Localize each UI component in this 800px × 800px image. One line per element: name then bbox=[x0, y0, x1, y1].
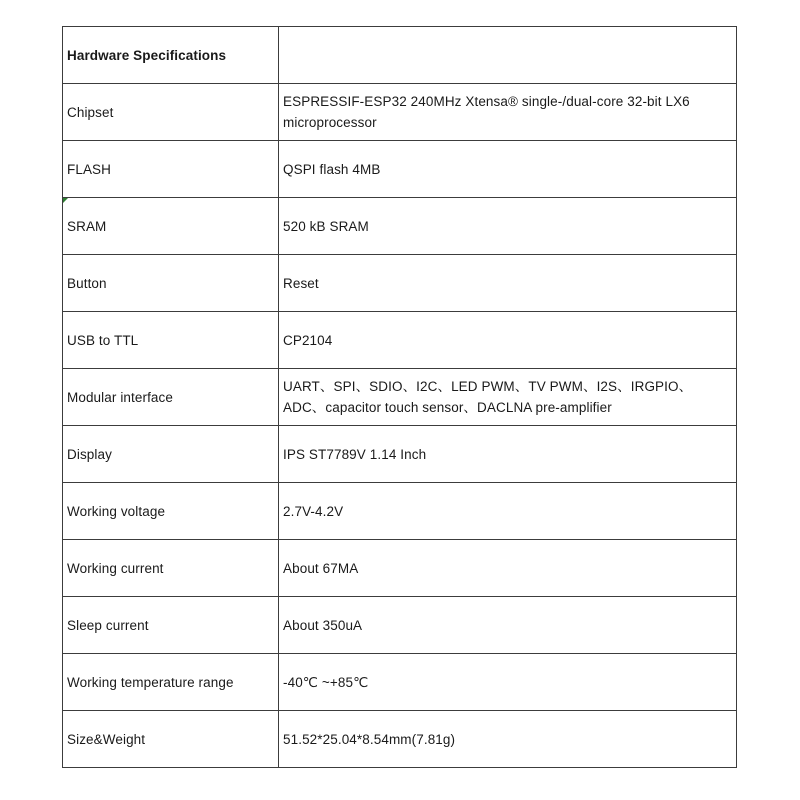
spec-value-chipset: ESPRESSIF-ESP32 240MHz Xtensa® single-/dual-core 32-bit LX6 microprocessor bbox=[279, 84, 737, 141]
spec-value-working-temperature-range: -40℃ ~+85℃ bbox=[279, 654, 737, 711]
table-header-value bbox=[279, 27, 737, 84]
cell-corner-marker bbox=[63, 198, 68, 203]
table-row bbox=[63, 312, 737, 369]
table-header-row bbox=[63, 27, 737, 84]
table-row bbox=[63, 540, 737, 597]
spec-value-display: IPS ST7789V 1.14 Inch bbox=[279, 426, 737, 483]
table-row bbox=[63, 654, 737, 711]
table-title: Hardware Specifications bbox=[63, 27, 279, 84]
spec-label-chipset: Chipset bbox=[63, 84, 279, 141]
hardware-spec-table bbox=[62, 26, 737, 768]
spec-label-sleep-current: Sleep current bbox=[63, 597, 279, 654]
table-row bbox=[63, 141, 737, 198]
table-row bbox=[63, 483, 737, 540]
spec-value-sleep-current: About 350uA bbox=[279, 597, 737, 654]
spec-label-size-weight: Size&Weight bbox=[63, 711, 279, 768]
table-row bbox=[63, 426, 737, 483]
spec-label-working-current: Working current bbox=[63, 540, 279, 597]
spec-value-flash: QSPI flash 4MB bbox=[279, 141, 737, 198]
table-row bbox=[63, 711, 737, 768]
spec-label-button: Button bbox=[63, 255, 279, 312]
spec-value-working-current: About 67MA bbox=[279, 540, 737, 597]
table-row bbox=[63, 597, 737, 654]
spec-label-working-temperature-range: Working temperature range bbox=[63, 654, 279, 711]
spec-value-button: Reset bbox=[279, 255, 737, 312]
spec-label-display: Display bbox=[63, 426, 279, 483]
spec-value-sram: 520 kB SRAM bbox=[279, 198, 737, 255]
table-row bbox=[63, 369, 737, 426]
spec-label-usb-to-ttl: USB to TTL bbox=[63, 312, 279, 369]
spec-label-sram: SRAM bbox=[63, 198, 279, 255]
spec-value-modular-interface: UART、SPI、SDIO、I2C、LED PWM、TV PWM、I2S、IRGPIO、ADC、capacitor touch sensor、DACLNA pre-amplifier bbox=[279, 369, 737, 426]
table-row bbox=[63, 84, 737, 141]
spec-label-flash: FLASH bbox=[63, 141, 279, 198]
spec-value-size-weight: 51.52*25.04*8.54mm(7.81g) bbox=[279, 711, 737, 768]
spec-value-working-voltage: 2.7V-4.2V bbox=[279, 483, 737, 540]
table-row bbox=[63, 255, 737, 312]
table-row bbox=[63, 198, 737, 255]
spec-label-working-voltage: Working voltage bbox=[63, 483, 279, 540]
spec-label-modular-interface: Modular interface bbox=[63, 369, 279, 426]
spec-value-usb-to-ttl: CP2104 bbox=[279, 312, 737, 369]
